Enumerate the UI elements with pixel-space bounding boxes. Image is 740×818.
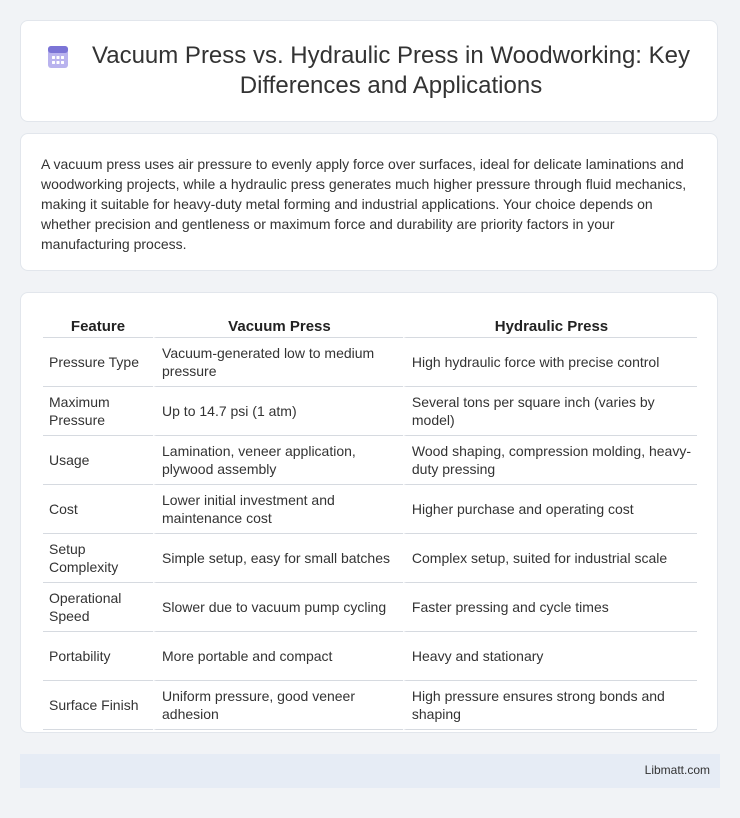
calculator-icon bbox=[45, 44, 71, 70]
hydraulic-cell: High hydraulic force with precise control bbox=[403, 338, 697, 387]
comparison-table-card bbox=[20, 292, 718, 733]
table-row bbox=[43, 338, 697, 387]
table-row bbox=[43, 387, 697, 436]
vacuum-cell: Lamination, veneer application, plywood assembly bbox=[153, 436, 403, 485]
hydraulic-cell: Complex setup, suited for industrial scale bbox=[403, 534, 697, 583]
header-feature: Feature bbox=[43, 315, 153, 338]
site-link[interactable]: Libmatt.com bbox=[644, 763, 710, 777]
feature-cell: Setup Complexity bbox=[43, 534, 153, 583]
hydraulic-cell: Several tons per square inch (varies by model) bbox=[403, 387, 697, 436]
feature-cell: Usage bbox=[43, 436, 153, 485]
summary-card bbox=[20, 133, 718, 271]
vacuum-cell: Simple setup, easy for small batches bbox=[153, 534, 403, 583]
title-card bbox=[20, 20, 718, 122]
footer bbox=[20, 754, 720, 788]
page-title: Vacuum Press vs. Hydraulic Press in Woodworking: Key Differences and Applications bbox=[92, 42, 690, 99]
vacuum-cell: Slower due to vacuum pump cycling bbox=[153, 583, 403, 632]
summary-text: A vacuum press uses air pressure to evenly apply force over surfaces, ideal for delicate laminations and woodworking projects, while a hydraulic press generates much higher pressure through fluid mechanics, making it suitable for heavy-duty metal forming and industrial applications. Your choice depends on whether precision and gentleness or maximum force and durability are priority factors in your manufacturing process. bbox=[41, 156, 687, 252]
hydraulic-cell: Wood shaping, compression molding, heavy-duty pressing bbox=[403, 436, 697, 485]
feature-cell: Cost bbox=[43, 485, 153, 534]
table-row bbox=[43, 632, 697, 681]
vacuum-cell: More portable and compact bbox=[153, 632, 403, 681]
vacuum-cell: Vacuum-generated low to medium pressure bbox=[153, 338, 403, 387]
vacuum-cell: Lower initial investment and maintenance cost bbox=[153, 485, 403, 534]
table-row bbox=[43, 436, 697, 485]
table-row bbox=[43, 583, 697, 632]
vacuum-cell: Uniform pressure, good veneer adhesion bbox=[153, 681, 403, 730]
feature-cell: Surface Finish bbox=[43, 681, 153, 730]
hydraulic-cell: Faster pressing and cycle times bbox=[403, 583, 697, 632]
feature-cell: Pressure Type bbox=[43, 338, 153, 387]
hydraulic-cell: Heavy and stationary bbox=[403, 632, 697, 681]
hydraulic-cell: High pressure ensures strong bonds and shaping bbox=[403, 681, 697, 730]
comparison-table bbox=[43, 315, 697, 730]
feature-cell: Operational Speed bbox=[43, 583, 153, 632]
feature-cell: Portability bbox=[43, 632, 153, 681]
header-vacuum-press: Vacuum Press bbox=[153, 315, 403, 338]
table-row bbox=[43, 485, 697, 534]
table-header-row bbox=[43, 315, 697, 338]
feature-cell: Maximum Pressure bbox=[43, 387, 153, 436]
table-row bbox=[43, 534, 697, 583]
hydraulic-cell: Higher purchase and operating cost bbox=[403, 485, 697, 534]
header-hydraulic-press: Hydraulic Press bbox=[403, 315, 697, 338]
vacuum-cell: Up to 14.7 psi (1 atm) bbox=[153, 387, 403, 436]
table-row bbox=[43, 681, 697, 730]
